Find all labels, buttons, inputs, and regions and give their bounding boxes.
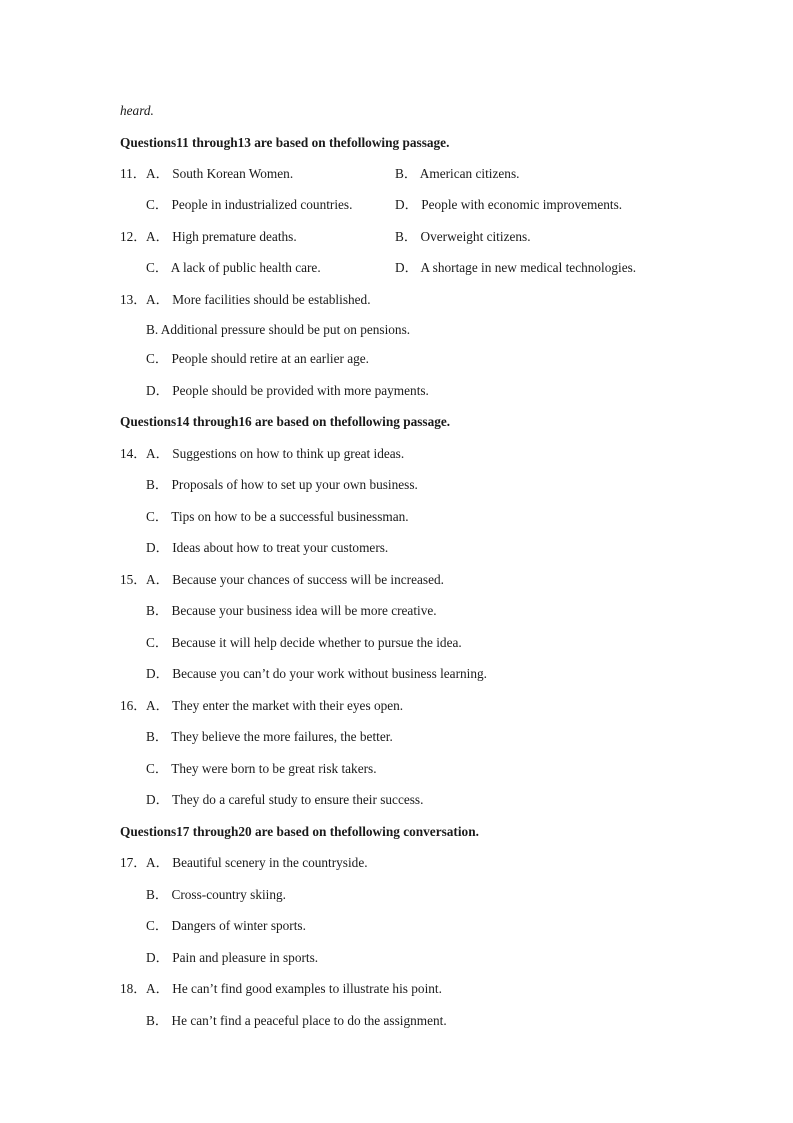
option-a: A． He can’t find good examples to illustrate his point. [146,981,442,996]
question-number: 15． [120,572,147,587]
option-d: D． They do a careful study to ensure their success. [146,792,424,807]
option-a: A． Suggestions on how to think up great ideas. [146,446,405,461]
option-b: B． They believe the more failures, the better. [146,729,393,744]
section-heading-2: Questions14 through16 are based on thefollowing passage. [120,414,451,429]
option-c: C． Dangers of winter sports. [146,918,306,933]
question-number: 14． [120,446,147,461]
option-d: D． People with economic improvements. [395,197,623,212]
option-c: C． People should retire at an earlier age. [146,351,370,366]
option-c: C． People in industrialized countries. [146,197,353,212]
question-number: 18． [120,981,147,996]
option-d: D． Because you can’t do your work without business learning. [146,666,487,681]
option-a: A． Beautiful scenery in the countryside. [146,855,368,870]
option-d: D． Ideas about how to treat your customers. [146,540,389,555]
option-d: D． Pain and pleasure in sports. [146,950,319,965]
question-number: 11． [120,166,147,181]
option-a: A． High premature deaths. [146,229,297,244]
question-number: 17． [120,855,147,870]
option-c: C． Because it will help decide whether to pursue the idea. [146,635,462,650]
question-number: 12． [120,229,147,244]
option-b: B. Additional pressure should be put on pensions. [146,322,411,337]
option-b: B． Proposals of how to set up your own business. [146,477,418,492]
option-a: A． Because your chances of success will be increased. [146,572,444,587]
option-d: D． People should be provided with more payments. [146,383,429,398]
lead-text: heard. [120,103,154,118]
option-d: D． A shortage in new medical technologies. [395,260,637,275]
option-b: B． Because your business idea will be more creative. [146,603,437,618]
option-b: B． Cross-country skiing. [146,887,286,902]
option-a: A． South Korean Women. [146,166,294,181]
option-a: A． More facilities should be established. [146,292,371,307]
section-heading-1: Questions11 through13 are based on thefollowing passage. [120,135,450,150]
option-b: B． Overweight citizens. [395,229,531,244]
option-b: B． American citizens. [395,166,520,181]
option-c: C． They were born to be great risk takers. [146,761,377,776]
question-number: 16． [120,698,147,713]
option-a: A． They enter the market with their eyes open. [146,698,404,713]
section-heading-3: Questions17 through20 are based on thefollowing conversation. [120,824,479,839]
option-c: C． Tips on how to be a successful businessman. [146,509,409,524]
option-b: B． He can’t find a peaceful place to do the assignment. [146,1013,447,1028]
option-c: C． A lack of public health care. [146,260,321,275]
question-number: 13． [120,292,147,307]
